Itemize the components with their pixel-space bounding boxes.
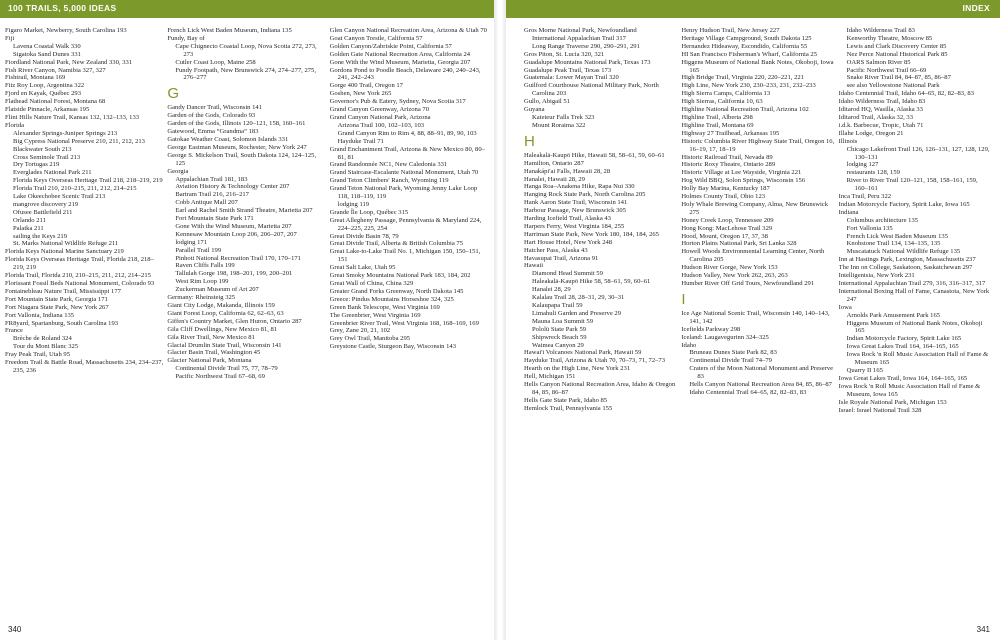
index-entry: Iowa Great Lakes Trail, Iowa 164, 164–165, 165	[838, 374, 968, 382]
index-subentry: Hayduke Trail 71	[337, 137, 384, 145]
index-column	[330, 27, 492, 617]
index-entry: Gullo, Abigail 51	[524, 98, 570, 106]
index-entry: Fort Niagara State Park, New York 267	[5, 303, 109, 311]
index-entry: Iditarod Trail, Alaska 32, 33	[838, 113, 914, 121]
index-entry: Hog Wild BBQ, Solon Springs, Wisconsin 156	[681, 177, 806, 185]
index-entry: Hanalei, Hawaii 28, 29	[524, 175, 585, 183]
index-subentry: West Rim Loop 199	[175, 278, 229, 286]
index-entry: Honey Creek Loop, Tennessee 209	[681, 216, 774, 224]
section-letter: G	[167, 85, 179, 103]
index-entry: High Sierra Camps, California 13	[681, 90, 771, 98]
index-entry: Iceland: Laugavegurinn 324–325	[681, 333, 769, 341]
index-entry: Higgens Museum of National Bank Notes, Okoboji, Iowa 165	[681, 58, 834, 74]
index-entry: Great Wall of China, China 329	[329, 280, 414, 287]
index-subentry: Kenworthy Theatre, Moscow 85	[846, 34, 933, 42]
index-entry: Hayduke Trail, Arizona & Utah 70, 70–73, 71, 72–73	[524, 357, 666, 365]
index-entry: George Eastman Museum, Rochester, New York 247	[167, 143, 307, 151]
index-entry: Grand Canyon National Park, Arizona	[329, 113, 431, 121]
index-entry: Great Divide Trail, Alberta & British Columbia 75	[329, 240, 463, 248]
index-entry: HI San Francisco Fisherman's Wharf, California 25	[681, 50, 817, 58]
index-subentry: Kalalau Trail 28, 28–31, 29, 30–31	[532, 294, 625, 302]
index-subentry: River to River Trail 120–121, 158, 158–161, 159, 160–161	[846, 177, 978, 193]
index-subentry: Higgens Museum of National Bank Notes, Okoboji 165	[846, 319, 983, 335]
index-entry: Idaho	[681, 341, 697, 349]
index-entry: Greater Grand Forks Greenway, North Dakota 145	[329, 287, 464, 295]
index-entry: Hudson River Gorge, New York 153	[681, 264, 778, 272]
index-subentry: Pinhoti National Recreation Trail 170, 170–171	[175, 254, 301, 262]
index-entry: Hells Canyon National Recreation Area, Idaho & Oregon 84, 85, 86–87	[524, 381, 676, 396]
index-entry: Gorge 400 Trail, Oregon 17	[329, 82, 403, 90]
index-entry: Fray Peak Trail, Utah 95	[5, 351, 71, 359]
index-subentry: Tour du Mont Blanc 325	[13, 343, 79, 351]
index-entry: Great Divide Basin 78, 79	[329, 232, 399, 240]
index-entry: Havasupai Trail, Arizona 91	[524, 254, 599, 262]
index-subentry: Mauna Loa Summit 59	[532, 317, 593, 325]
index-subentry: Limahuli Garden and Preserve 29	[532, 309, 621, 317]
index-subentry: OARS Salmon River 85	[846, 58, 911, 66]
index-entry: Gone With the Wind Museum, Marietta, Georgia 207	[329, 58, 471, 66]
index-entry: Florissant Fossil Beds National Monument, Colorado 93	[5, 280, 155, 287]
index-entry: Giant Forest Loop, California 62, 62–63, 63	[167, 309, 284, 317]
index-entry: Historic Railroad Trail, Nevada 89	[681, 153, 773, 161]
index-entry: Idaho Wilderness Trail, Idaho 83	[838, 98, 926, 106]
index-entry: High Sierras, California 10, 63	[681, 98, 763, 106]
index-subentry: Palatka 211	[13, 224, 44, 232]
index-entry: Great Allegheny Passage, Pennsylvania & Maryland 224, 224–225, 225, 254	[329, 216, 482, 232]
index-entry: Hearth on the High Line, New York 231	[524, 365, 631, 373]
index-subentry: Idaho Centennial Trail 64–65, 82, 82–83, 83	[689, 388, 807, 396]
index-entry: Greece: Pindus Mountains Horseshoe 324, 325	[329, 295, 454, 303]
index-subentry: Everglades National Park 211	[13, 169, 92, 177]
index-entry: Highline Trail, Montana 69	[681, 121, 754, 129]
index-entry: Hanga Roa–Anakena Hike, Rapa Nui 330	[524, 183, 635, 191]
index-entry: Hawaii	[524, 262, 544, 270]
left-page	[0, 0, 494, 640]
index-subentry: Lewis and Clark Discovery Center 85	[846, 42, 947, 50]
index-entry: Garden of the Gods, Colorado 93	[167, 112, 256, 120]
index-entry: Fundy, Bay of	[167, 34, 205, 42]
index-entry: Georgia	[167, 167, 189, 175]
index-entry: Greystone Castle, Sturgeon Bay, Wisconsin 143	[329, 343, 457, 351]
index-entry: Gordons Pond to Poodle Beach, Delaware 240, 240–243, 241, 242–243	[329, 66, 481, 82]
index-subentry: Pacific Northwest Trail 67–68, 69	[175, 373, 265, 381]
index-subentry: Hells Canyon National Recreation Area 84, 85, 86–87	[689, 381, 832, 389]
index-subentry: Big Cypress National Preserve 210, 211, 212, 213	[13, 137, 145, 145]
index-entry: Gatewood, Emma “Grandma” 183	[167, 128, 259, 136]
index-entry: Inca Trail, Peru 322	[838, 193, 892, 201]
index-subentry: Knobstone Trail 134, 134–135, 135	[846, 240, 941, 248]
index-entry: Illinois	[838, 137, 858, 145]
index-subentry: Craters of the Moon National Monument and Preserve 83	[689, 365, 834, 381]
index-entry: Figaro Market, Newberry, South Carolina 193	[5, 27, 127, 34]
index-entry: Grande Île Loop, Québec 315	[329, 208, 409, 216]
index-subentry: Kalaupapa Trail 59	[532, 302, 583, 309]
index-entry: Isle Royale National Park, Michigan 153	[838, 398, 947, 406]
index-subentry: Arnolds Park Amusement Park 165	[846, 311, 941, 319]
index-entry: Hanging Rock State Park, North Carolina 205	[524, 191, 646, 199]
index-subentry: restaurants 128, 159	[846, 169, 900, 177]
index-entry: Glen Canyon National Recreation Area, Arizona & Utah 70	[329, 27, 487, 34]
index-subentry: Cross Seminole Trail 213	[13, 153, 81, 161]
index-entry: Guilford Courthouse National Military Park, North Carolina 203	[524, 82, 659, 98]
index-subentry: Aviation History & Technology Center 207	[175, 183, 290, 191]
index-entry: Harbour Passage, New Brunswick 305	[524, 207, 627, 215]
running-header-band	[0, 0, 494, 18]
index-entry: Grand Canyon Greenway, Arizona 70	[329, 106, 430, 114]
index-entry: Flathead National Forest, Montana 68	[5, 98, 106, 106]
index-subentry: St. Marks National Wildlife Refuge 211	[13, 240, 119, 248]
index-entry: Hells Gate State Park, Idaho 85	[524, 396, 608, 404]
section-letter: H	[524, 132, 535, 150]
index-entry: High Line, New York 230, 230–233, 231, 232–233	[681, 82, 816, 90]
gutter	[494, 0, 506, 640]
index-entry: Glacier National Park, Montana	[167, 357, 252, 365]
index-subentry: mangrove discovery 219	[13, 200, 79, 208]
index-subentry: French Lick West Baden Museum 135	[846, 232, 949, 240]
index-columns	[5, 27, 492, 617]
index-entry: Giant City Lodge, Makanda, Illinois 159	[167, 302, 275, 309]
index-subentry: Mount Roraima 322	[532, 121, 586, 129]
index-entry: Flatside Pinnacle, Arkansas 195	[5, 106, 90, 114]
index-subentry: Appalachian Trail 181, 183	[175, 175, 248, 183]
index-entry: Indiana	[838, 208, 859, 216]
index-entry: Greenbrier River Trail, West Virginia 168, 168–169, 169	[329, 319, 479, 327]
index-entry: Highline National Recreation Trail, Arizona 102	[681, 106, 809, 114]
index-entry: Florida Keys Overseas Heritage Trail, Florida 218, 218–219, 219	[5, 256, 154, 272]
index-entry: Harpers Ferry, West Virginia 184, 255	[524, 222, 625, 230]
index-entry: Humber River Off Grid Tours, Newfoundland 291	[681, 280, 815, 287]
index-subentry: Raven Cliffs Falls 199	[175, 262, 235, 270]
index-entry: Great Lake-to-Lake Trail No. 1, Michigan 150, 150–151, 151	[329, 248, 481, 264]
index-entry: i.d.k. Barbecue, Tropic, Utah 71	[838, 121, 924, 129]
index-entry: Fort Mountain State Park, Georgia 171	[5, 295, 108, 303]
index-entry: Holmes County Trail, Ohio 123	[681, 193, 766, 201]
index-entry: Hank Aaron State Trail, Wisconsin 141	[524, 199, 628, 207]
index-entry: Idaho Centennial Trail, Idaho 64–65, 82, 82–83, 83	[838, 90, 974, 98]
index-entry: France	[5, 327, 23, 335]
index-subentry: Lake Okeechobee Scenic Trail 213	[13, 193, 106, 201]
index-column	[5, 27, 167, 617]
index-subentry: Lavena Coastal Walk 330	[13, 42, 81, 50]
index-subentry: Kaieteur Falls Trek 323	[532, 113, 595, 121]
index-subentry: Shipwreck Beach 59	[532, 333, 587, 341]
index-subentry: Continental Divide Trail 74–79	[689, 357, 772, 365]
index-entry: Grey, Zane 20, 21, 102	[329, 327, 391, 335]
index-entry: Indian Motorcycle Factory, Spirit Lake, Iowa 165	[838, 200, 970, 208]
index-subentry: Hanalei 28, 29	[532, 286, 571, 294]
index-entry: Grand Teton Climbers' Ranch, Wyoming 119	[329, 177, 449, 185]
index-subentry: Quarry II 165	[846, 366, 883, 374]
index-subentry: sailing the Keys 219	[13, 232, 68, 240]
index-entry: Germany: Rheinsteig 325	[167, 294, 236, 302]
index-entry: Historic Columbia River Highway State Trail, Oregon 16, 16–19, 17, 18–19	[681, 137, 835, 153]
index-subentry: Long Range Traverse 290, 290–291, 291	[532, 42, 640, 50]
index-subentry: Ofusee Battlefield 211	[13, 208, 73, 216]
index-entry: Hart House Hotel, New York 248	[524, 238, 613, 246]
index-entry: Horton Plains National Park, Sri Lanka 328	[681, 240, 797, 248]
index-entry: Fiordland National Park, New Zealand 330, 331	[5, 58, 133, 66]
index-subentry: see also Yellowstone National Park	[846, 82, 940, 90]
running-header-band	[506, 0, 1000, 18]
index-entry: Grand Staircase-Escalante National Monument, Utah 70	[329, 169, 479, 177]
index-entry: Hood, Mount, Oregon 17, 37, 38	[681, 232, 768, 240]
index-entry: Grand Randonnée NC1, New Caledonia 331	[329, 161, 448, 169]
index-subentry: Snake River Trail 84, 84–87, 85, 86–87	[846, 74, 951, 82]
index-entry: Holy Whale Brewing Company, Alma, New Brunswick 275	[681, 200, 829, 216]
index-entry: Florida Trail, Florida 210, 210–215, 211, 212, 214–215	[5, 272, 151, 280]
index-subentry: Earl and Rachel Smith Strand Theatre, Marietta 207	[175, 207, 313, 215]
index-entry: Florida Keys National Marine Sanctuary 219	[5, 248, 124, 256]
index-entry: Fishtrail, Montana 169	[5, 74, 66, 82]
index-subentry: Tallulah Gorge 198, 198–201, 199, 200–201	[175, 270, 293, 278]
index-subentry: Waimea Canyon 29	[532, 341, 584, 349]
index-entry: Gatokae Weather Coast, Solomon Islands 331	[167, 135, 289, 143]
index-entry: Gila Cliff Dwellings, New Mexico 81, 81	[167, 325, 278, 333]
index-subentry: Diamond Head Summit 59	[532, 270, 603, 278]
index-entry: Great Salt Lake, Utah 95	[329, 264, 396, 272]
index-entry: Freedom Trail & Battle Road, Massachusetts 234, 234–237, 235, 236	[5, 359, 164, 374]
index-subentry: Fundy Footpath, New Brunswick 274, 274–277, 275, 276–277	[175, 66, 316, 82]
index-entry: International Appalachian Trail 279, 316, 316–317, 317	[838, 280, 986, 287]
index-entry: Fontainebleau Nature Trail, Mississippi 177	[5, 287, 121, 295]
index-entry: Goshen, New York 265	[329, 90, 392, 98]
index-subentry: Iowa Rock 'n Roll Music Association Hall of Fame & Museum 165	[846, 351, 989, 367]
running-header: INDEX	[962, 3, 990, 13]
index-entry: Gila River Trail, New Mexico 81	[167, 333, 255, 341]
index-subentry: Arizona Trail 100, 102–103, 103	[337, 121, 425, 129]
index-subentry: Sigatoka Sand Dunes 331	[13, 50, 81, 58]
index-entry: Inn at Hastings Park, Lexington, Massachusetts 237	[838, 256, 976, 264]
index-column	[681, 27, 838, 617]
index-entry: Gandy Dancer Trail, Wisconsin 141	[167, 104, 262, 112]
index-subentry: Kennesaw Mountain Loop 206, 206–207, 207	[175, 230, 297, 238]
index-entry: Fort Vallonia, Indiana 135	[5, 311, 75, 319]
index-subentry: Columbus architecture 135	[846, 216, 919, 224]
index-entry: Highway 27 Trailhead, Arkansas 195	[681, 129, 780, 137]
index-subentry: Florida Keys Overseas Heritage Trail 218, 218–219, 219	[13, 177, 163, 185]
index-columns	[524, 27, 996, 617]
index-subentry: Fort Vallonia 135	[846, 224, 893, 232]
index-entry: Haleakalā-Kaupō Hike, Hawaii 58, 58–61, 59, 60–61	[524, 151, 665, 159]
index-entry: Gros Piton, St. Lucia 320, 321	[524, 50, 605, 58]
index-entry: Florida	[5, 121, 25, 129]
right-page	[506, 0, 1000, 640]
running-header: 100 TRAILS, 5,000 IDEAS	[8, 3, 117, 13]
index-entry: Golden Canyon/Zabriskie Point, California 57	[329, 42, 452, 50]
index-entry: Fjord en Kayak, Québec 293	[5, 90, 81, 98]
index-entry: Giffen's Country Market, Glen Huron, Ontario 287	[167, 317, 302, 325]
index-entry: Hernandez Hideaway, Escondido, California 55	[681, 42, 808, 50]
index-entry: Highline Trail, Alberta 298	[681, 113, 753, 121]
index-subentry: Nez Perce National Historical Park 85	[846, 50, 948, 58]
index-subentry: Dry Tortugas 219	[13, 161, 60, 169]
index-entry: The Greenbrier, West Virginia 169	[329, 311, 421, 319]
index-subentry: Indian Motorcycle Factory, Spirit Lake 165	[846, 335, 962, 343]
index-subentry: Idaho Wilderness Trail 83	[846, 27, 915, 34]
index-entry: Harding Icefield Trail, Alaska 43	[524, 215, 611, 223]
page-number: 341	[976, 625, 990, 634]
index-subentry: Cape Chignecto Coastal Loop, Nova Scotia 272, 273, 273	[175, 42, 317, 58]
index-entry: Holly Bay Marina, Kentucky 187	[681, 185, 770, 193]
index-entry: Iditarod HQ, Wasilla, Alaska 33	[838, 106, 923, 114]
index-subentry: Orlando 211	[13, 216, 46, 224]
index-subentry: Blackwater South 213	[13, 145, 72, 153]
section-letter: I	[681, 290, 686, 308]
index-entry: Guadalupe Peak Trail, Texas 173	[524, 66, 612, 74]
index-entry: Guatemala: Lower Mayan Trail 320	[524, 74, 619, 82]
index-subentry: International Appalachian Trail 317	[532, 34, 626, 42]
index-subentry: Fort Mountain State Park 171	[175, 215, 254, 223]
index-entry: Hatcher Pass, Alaska 43	[524, 246, 588, 254]
index-entry: Hudson Valley, New York 262, 263, 263	[681, 272, 788, 280]
index-entry: George S. Mickelson Trail, South Dakota 124, 124–125, 125	[167, 151, 317, 167]
index-subentry: Continental Divide Trail 75, 77, 78–79	[175, 365, 278, 373]
index-subentry: Cobb Antique Mall 207	[175, 199, 238, 207]
index-entry: Hanakápi'ai Falls, Hawaii 28, 28	[524, 167, 611, 175]
index-entry: Hawai'i Volcanoes National Park, Hawaii 59	[524, 349, 642, 357]
index-entry: High Bridge Trail, Virginia 220, 220–221, 221	[681, 74, 804, 82]
index-entry: Grand Enchantment Trail, Arizona & New Mexico 80, 80–81, 81	[329, 145, 485, 161]
index-entry: Harriman State Park, New York 180, 184, 184, 265	[524, 230, 659, 238]
index-entry: Historic Village at Lee Wayside, Virginia 221	[681, 169, 802, 177]
index-entry: Guadalupe Mountains National Park, Texas 173	[524, 58, 651, 66]
index-entry: Hell, Michigan 151	[524, 373, 576, 381]
index-subentry: Chicago Lakefront Trail 126, 126–131, 127, 128, 129, 130–131	[846, 145, 990, 161]
index-subentry: Muscatatuck National Wildlife Refuge 135	[846, 248, 961, 256]
index-subentry: Gone With the Wind Museum, Marietta 207	[175, 222, 292, 230]
index-subentry: Iowa Great Lakes Trail 164, 164–165, 165	[846, 343, 959, 351]
index-subentry: Pacific Northwest Trail 66–69	[846, 66, 927, 74]
index-entry: Grey Owl Trail, Manitoba 295	[329, 335, 411, 343]
index-entry: Iowa	[838, 303, 852, 311]
index-column	[524, 27, 681, 617]
index-entry: Golden Gate National Recreation Area, California 24	[329, 50, 471, 58]
index-entry: Garden of the Gods, Illinois 120–121, 158, 160–161	[167, 120, 306, 128]
index-entry: Henry Hudson Trail, New Jersey 227	[681, 27, 780, 34]
index-entry: Fitz Roy Loop, Argentina 322	[5, 82, 85, 90]
index-subentry: Parallel Trail 199	[175, 246, 222, 254]
index-entry: Guyana	[524, 106, 545, 114]
index-subentry: lodging 119	[337, 200, 370, 208]
index-entry: International Boxing Hall of Fame, Canastota, New York 247	[838, 287, 990, 303]
index-entry: Fiji	[5, 34, 15, 42]
index-subentry: Grand Canyon Rim to Rim 4, 88, 88–91, 89, 90, 103	[337, 129, 477, 137]
index-subentry: lodging 127	[846, 161, 879, 169]
index-subentry: Haleakalā-Kaupō Hike 58, 58–61, 59, 60–61	[532, 278, 651, 286]
index-entry: Illahe Lodge, Oregon 21	[838, 129, 904, 137]
index-entry: Flint Hills Nature Trail, Kansas 132, 132–133, 133	[5, 113, 140, 121]
index-entry: The Inn on College, Saskatoon, Saskatchewan 297	[838, 264, 973, 272]
index-entry: Hamilton, Ontario 287	[524, 159, 584, 167]
index-column	[839, 27, 996, 617]
index-entry: Heritage Village Campground, South Dakota 125	[681, 34, 812, 42]
index-entry: Gros Morne National Park, Newfoundland	[524, 27, 637, 34]
index-entry: Governor's Pub & Eatery, Sydney, Nova Scotia 317	[329, 98, 466, 106]
index-entry: FR8yard, Spartanburg, South Carolina 193	[5, 319, 119, 327]
index-entry: Glacier Basin Trail, Washington 45	[167, 349, 261, 357]
index-subentry: Bartram Trail 216, 216–217	[175, 191, 249, 199]
index-entry: Green Bank Telescope, West Virginia 169	[329, 303, 440, 311]
index-entry: Ice Age National Scenic Trail, Wisconsin 140, 140–143, 141, 142	[681, 309, 830, 325]
index-subentry: Pololū State Park 59	[532, 325, 587, 333]
index-subentry: Alexander Springs-Juniper Springs 213	[13, 129, 118, 137]
index-entry: Intelligentsia, New York 231	[838, 272, 915, 280]
index-entry: Israel: Israel National Trail 328	[838, 406, 922, 414]
index-subentry: Florida Trail 210, 210–215, 211, 212, 214–215	[13, 185, 137, 193]
index-entry: French Lick West Baden Museum, Indiana 135	[167, 27, 292, 34]
index-entry: Goat Canyon Trestle, California 57	[329, 34, 423, 42]
index-subentry: Brèche de Roland 324	[13, 335, 72, 343]
index-entry: Historic Roxy Theatre, Ontario 289	[681, 161, 776, 169]
index-entry: Howell Woods Environmental Learning Center, North Carolina 205	[681, 248, 825, 264]
index-subentry: Zuckerman Museum of Art 207	[175, 286, 259, 294]
index-entry: Iowa Rock 'n Roll Music Association Hall of Fame & Museum, Iowa 165	[838, 382, 981, 398]
index-entry: Glacial Drumlin State Trail, Wisconsin 141	[167, 341, 282, 349]
index-entry: Grand Teton National Park, Wyoming Jenny Lake Loop 118, 118–119, 119	[329, 185, 478, 201]
index-entry: Hemlock Trail, Pennsylvania 155	[524, 404, 613, 412]
index-subentry: Bruneau Dunes State Park 82, 83	[689, 349, 777, 357]
index-entry: Fish River Canyon, Namibia 327, 327	[5, 66, 106, 74]
page-number: 340	[8, 625, 22, 634]
index-subentry: Cutler Coast Loop, Maine 258	[175, 58, 256, 66]
index-column	[167, 27, 329, 617]
index-entry: Great Smoky Mountains National Park 183, 184, 202	[329, 272, 471, 280]
index-subentry: lodging 171	[175, 238, 208, 246]
index-entry: Icefields Parkway 298	[681, 325, 741, 333]
index-entry: Hong Kong: MacLehose Trail 329	[681, 224, 773, 232]
